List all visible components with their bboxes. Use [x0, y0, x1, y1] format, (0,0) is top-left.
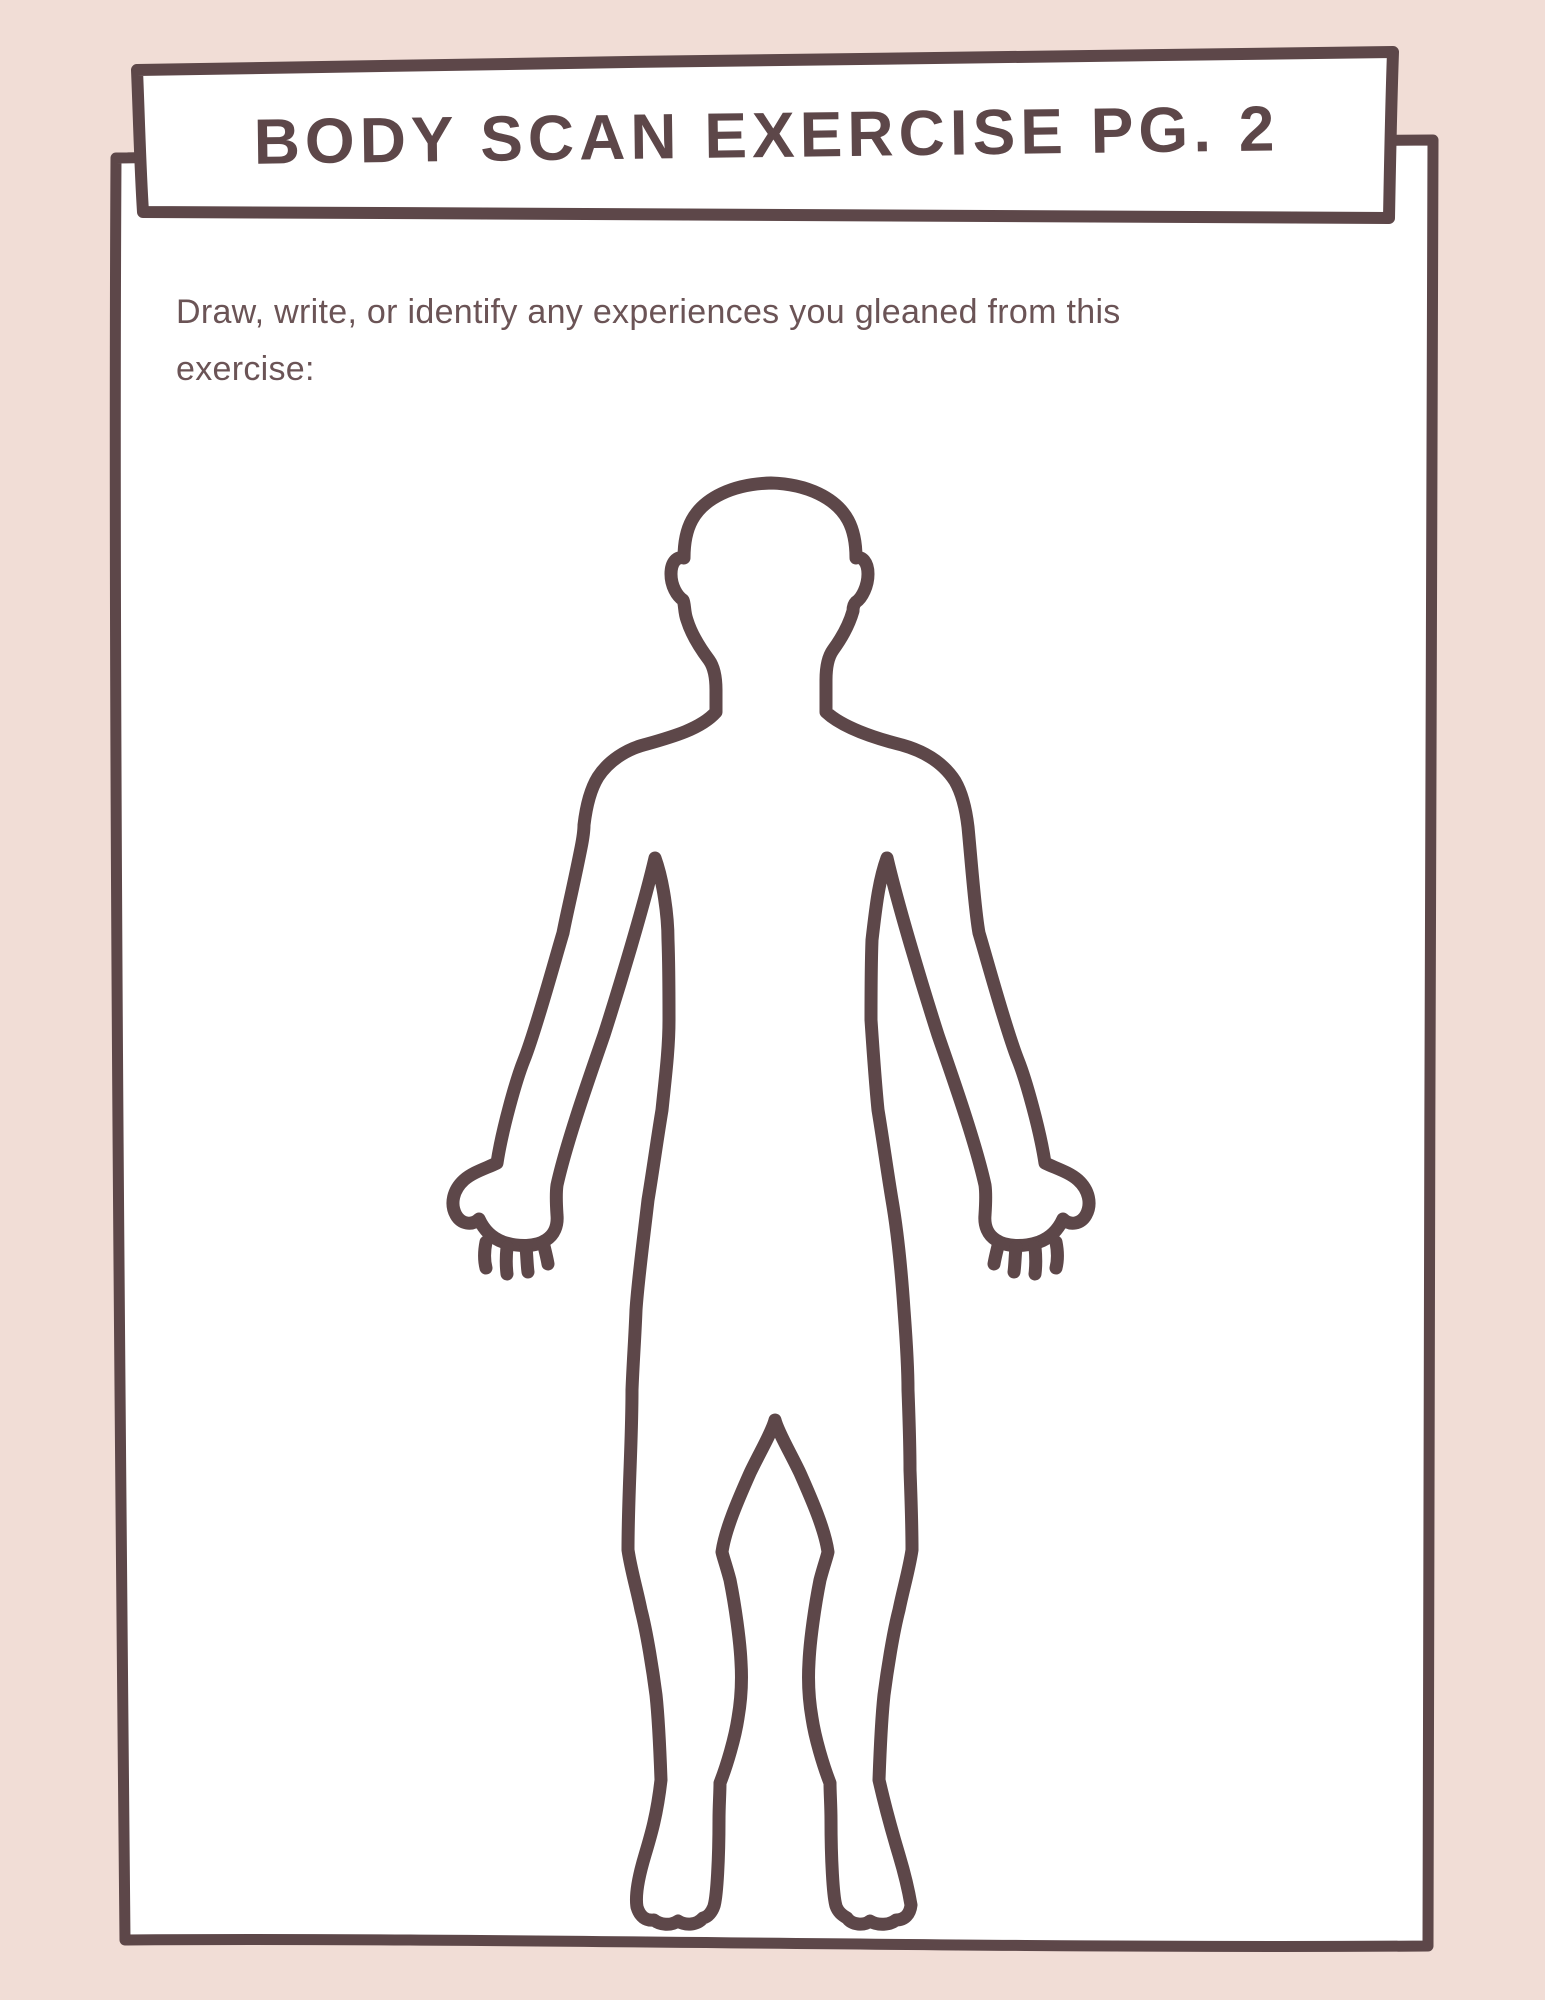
- instruction-line-2: exercise:: [176, 350, 315, 388]
- page-title: BODY SCAN EXERCISE PG. 2: [253, 92, 1280, 178]
- instruction-line-1: Draw, write, or identify any experiences you gleaned from this: [176, 293, 1121, 331]
- instruction-text: [176, 284, 1276, 398]
